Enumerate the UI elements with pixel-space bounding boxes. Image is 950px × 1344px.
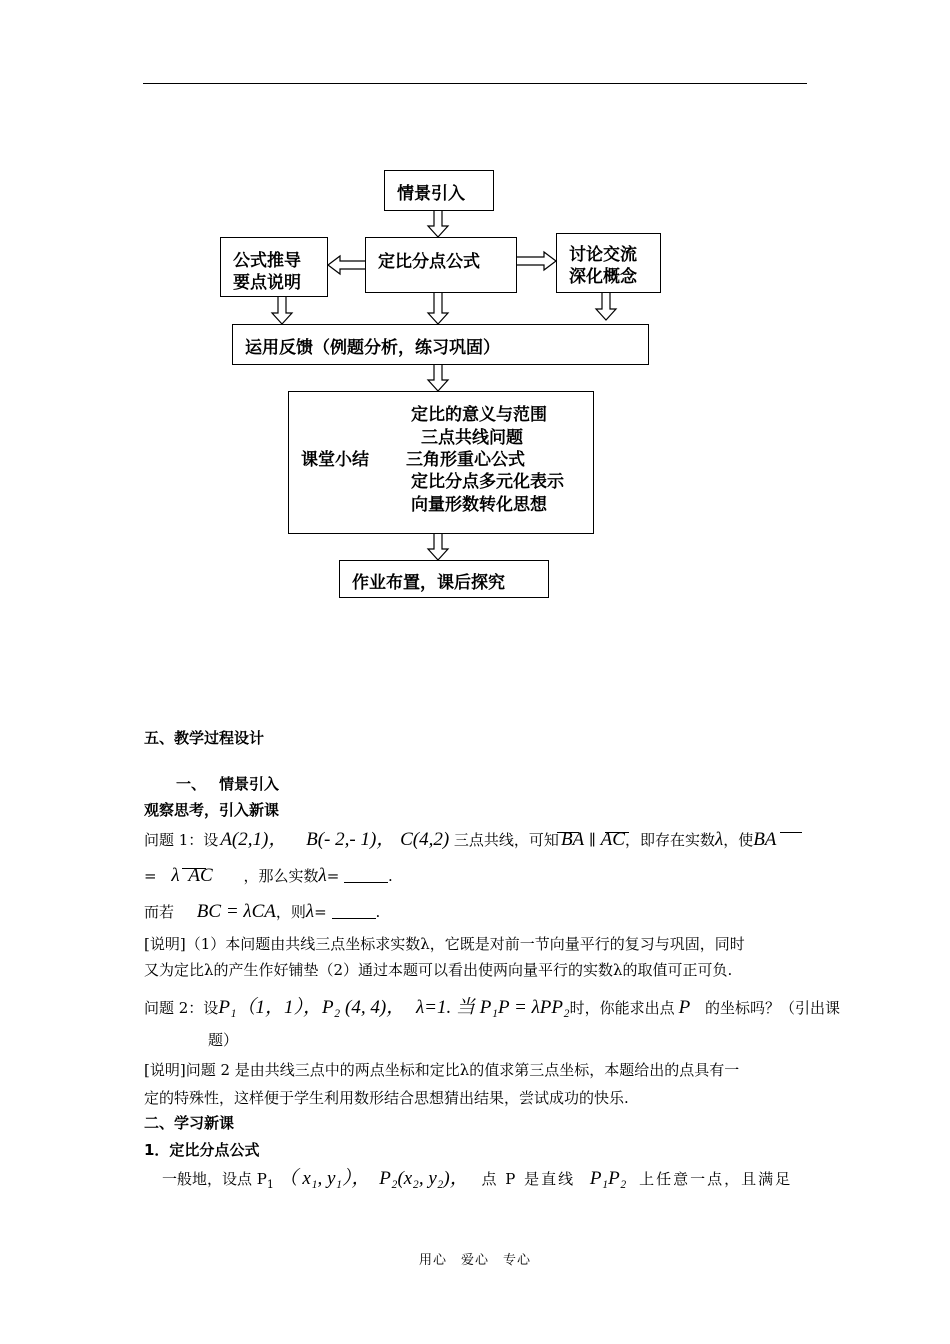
overline-ac [605, 832, 629, 833]
arrow-apply-summary [428, 364, 448, 391]
note2-line2: 定的特殊性，这样便于学生利用数形结合思想猜出结果，尝试成功的快乐. [144, 1089, 629, 1107]
box-homework-label: 作业布置，课后探究 [352, 573, 505, 593]
overline-ac2 [182, 868, 206, 869]
sub1-number: 一、 [176, 775, 207, 793]
box-apply [232, 324, 649, 365]
summary-item: 向量形数转化思想 [411, 495, 547, 515]
arrow-right-apply [596, 292, 616, 320]
box-apply-label: 运用反馈（例题分析，练习巩固） [245, 338, 500, 358]
arrow-center-right [516, 252, 556, 270]
box-intro-label: 情景引入 [397, 184, 465, 204]
summary-item: 三角形重心公式 [406, 450, 525, 470]
overline-ba [557, 832, 579, 833]
q1b-answer-blank[interactable] [332, 904, 376, 919]
summary-item: 定比的意义与范围 [411, 405, 547, 425]
box-left-line1: 公式推导 [233, 251, 301, 271]
box-homework [339, 560, 549, 598]
note1-line2: 又为定比λ的产生作好铺垫（2）通过本题可以看出使两向量平行的实数λ的取值可正可负. [144, 961, 733, 979]
box-right-line2: 深化概念 [569, 267, 637, 287]
box-center-label: 定比分点公式 [378, 252, 480, 272]
sec2-title: 二、学习新课 [144, 1114, 235, 1132]
box-intro [384, 170, 494, 211]
q2-line: 问题 2：设P₁（1，1），P₂ (4, 4)， λ=1. 当 P₁P = λPP₂时，你能求出点 P 的坐标吗？（引出课 [144, 997, 841, 1018]
q1-line: 问题 1：设 A(2,1)， B(- 2,- 1)， C(4,2) 三点共线，可知 BA ∥ AC，即存在实数λ，使BA [144, 829, 777, 850]
box-right [556, 233, 661, 293]
q2-line2: 题） [208, 1031, 239, 1049]
page-footer: 用心 爱心 专心 [418, 1253, 531, 1268]
overline-ba2 [780, 832, 802, 833]
sub1-title: 情景引入 [219, 775, 280, 793]
box-right-line1: 讨论交流 [569, 245, 637, 265]
q1b-line: 而若 BC = λCA，则λ= . [144, 901, 381, 922]
note2-line1: [说明]问题 2 是由共线三点中的两点坐标和定比λ的值求第三点坐标，本题给出的点具有一 [144, 1061, 740, 1079]
box-summary [288, 391, 594, 534]
summary-item: 定比分点多元化表示 [411, 472, 564, 492]
arrow-center-left [328, 256, 366, 274]
q1-line2: = λ AC ，那么实数λ= . [144, 865, 393, 886]
summary-label: 课堂小结 [301, 450, 369, 470]
box-left [220, 237, 328, 297]
box-center [365, 237, 517, 293]
formula-subtitle: 1．定比分点公式 [144, 1141, 260, 1159]
summary-item: 三点共线问题 [421, 428, 523, 448]
q1-answer-blank[interactable] [344, 868, 388, 883]
arrow-summary-homework [428, 533, 448, 560]
box-left-line2: 要点说明 [233, 273, 301, 293]
observe-heading: 观察思考，引入新课 [144, 801, 280, 819]
arrow-left-apply [272, 296, 292, 324]
note1-line1: [说明]（1）本问题由共线三点坐标求实数λ，它既是对前一节向量平行的复习与巩固，同时 [144, 935, 745, 953]
arrow-center-apply [428, 292, 448, 324]
general-line: 一般地，设点 $P_1$ （ x₁, y₁）， P₂(x₂, y₂)， 点 P 是直线 P₁P₂ 上任意一点，且满足 [162, 1168, 793, 1191]
arrow-intro-center [428, 210, 448, 237]
section5-title: 五、教学过程设计 [144, 729, 265, 747]
